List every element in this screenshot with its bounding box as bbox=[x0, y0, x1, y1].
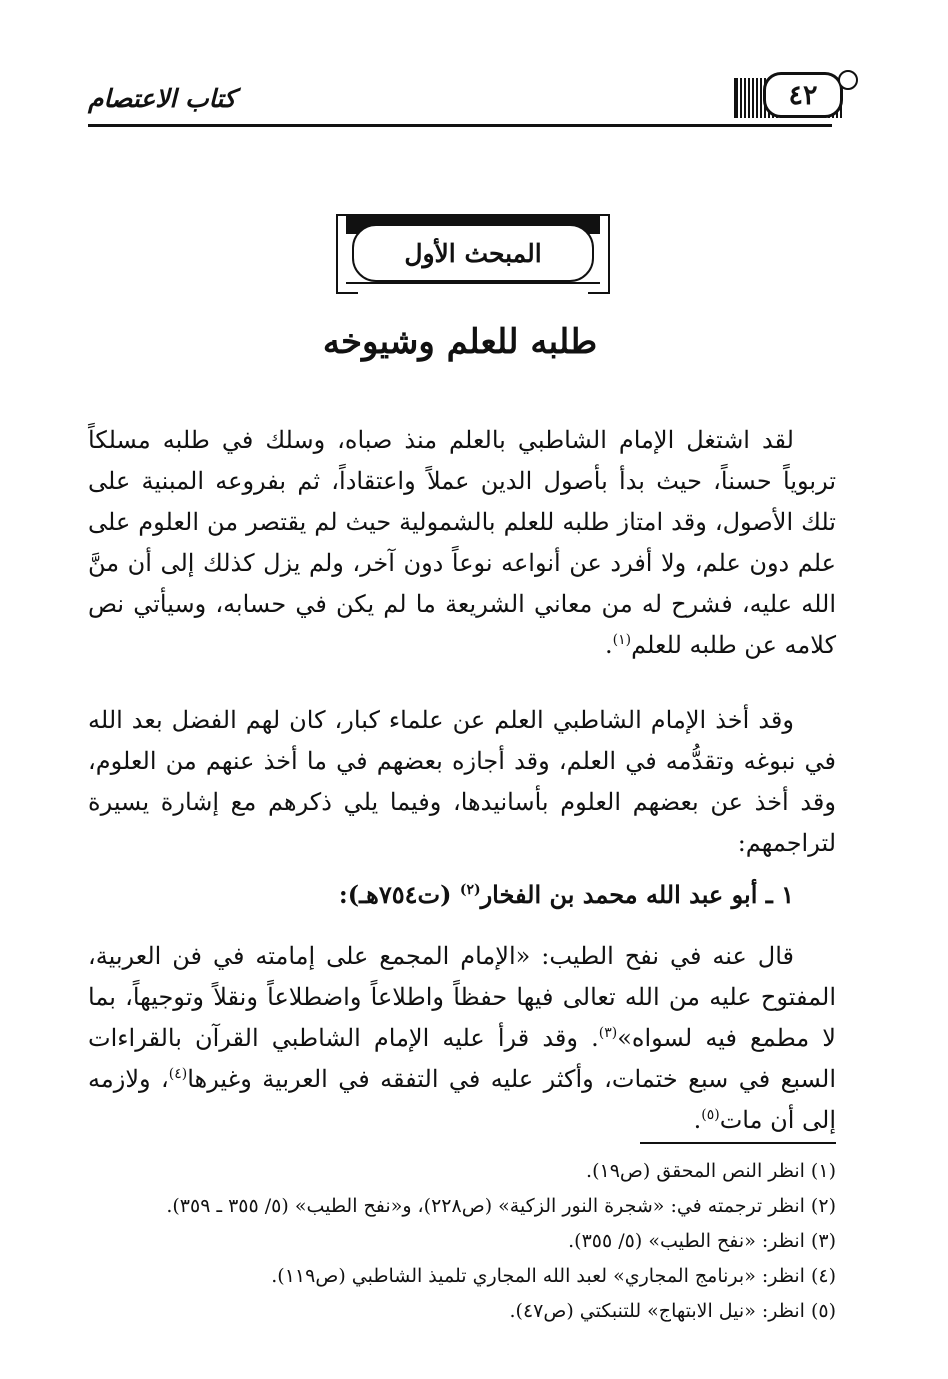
page-header bbox=[88, 70, 832, 130]
paragraph-2: وقد أخذ الإمام الشاطبي العلم عن علماء كبار، كان لهم الفضل بعد الله في نبوغه وتقدُّمه في العلم، وقد أجازه بعضهم في ما أخذ عنهم من العلوم، وقد أخذ عن بعضهم العلوم بأسانيدها، وفيما يلي ذكرهم مع إشارة يسيرة لتراجمهم: bbox=[88, 706, 836, 857]
footnote-rule bbox=[640, 1142, 836, 1144]
book-title: كتاب الاعتصام bbox=[88, 84, 236, 113]
page-number: ٤٢ bbox=[763, 72, 843, 118]
section-frame bbox=[336, 214, 610, 294]
footnote-4: (٤) انظر: «برنامج المجاري» لعبد الله المجاري تلميذ الشاطبي (ص١١٩). bbox=[271, 1265, 836, 1287]
chapter-title: طلبه للعلم وشيوخه bbox=[322, 322, 598, 362]
footnote-5: (٥) انظر: «نيل الابتهاج» للتنبكتي (ص٤٧). bbox=[509, 1300, 836, 1322]
paragraph-3: قال عنه في نفح الطيب: «الإمام المجمع على إمامته في فن العربية، المفتوح عليه من الله تعالى فيها حفظاً واطلاعاً واضطلاعاً ونقلاً وتوجيهاً، بما لا مطمع فيه لسواه»$^{(٣)}$. وقد قرأ عليه الإمام الشاطبي القرآن بالقراءات السبع في سبع ختمات، وأكثر عليه في التفقه في العربية وغيرها$^{(٤)}$، ولازمه إلى أن مات$^{(٥)}$. bbox=[88, 942, 836, 1134]
ornament-swirl bbox=[838, 70, 858, 90]
footnote-1: (١) انظر النص المحقق (ص١٩). bbox=[586, 1160, 836, 1182]
footnotes bbox=[88, 1154, 836, 1329]
scholar-heading: ١ ـ أبو عبد الله محمد بن الفخار$^{(٢)}$ (ت٧٥٤هـ): bbox=[338, 880, 794, 909]
footnote-3: (٣) انظر: «نفح الطيب» (٥/ ٣٥٥). bbox=[568, 1230, 836, 1252]
header-rule bbox=[88, 124, 832, 127]
paragraph-1: لقد اشتغل الإمام الشاطبي بالعلم منذ صباه، وسلك في طلبه مسلكاً تربوياً حسناً، حيث بدأ بأصول الدين عملاً واعتقاداً، ثم بفروعه المبنية على تلك الأصول، وقد امتاز طلبه للعلم بالشمولية حيث لم يقتصر من العلوم على علم دون علم، ولا أفرد عن أنواعه نوعاً دون آخر، ولم يزل كذلك إلى أن منَّ الله عليه، فشرح له من معاني الشريعة ما لم يكن في حسابه، وسيأتي نص كلامه عن طلبه للعلم$^{(١)}$. bbox=[88, 426, 836, 659]
footnote-2: (٢) انظر ترجمته في: «شجرة النور الزكية» (ص٢٢٨)، و«نفح الطيب» (٥/ ٣٥٥ ـ ٣٥٩). bbox=[166, 1195, 836, 1217]
section-label: المبحث الأول bbox=[352, 224, 594, 282]
